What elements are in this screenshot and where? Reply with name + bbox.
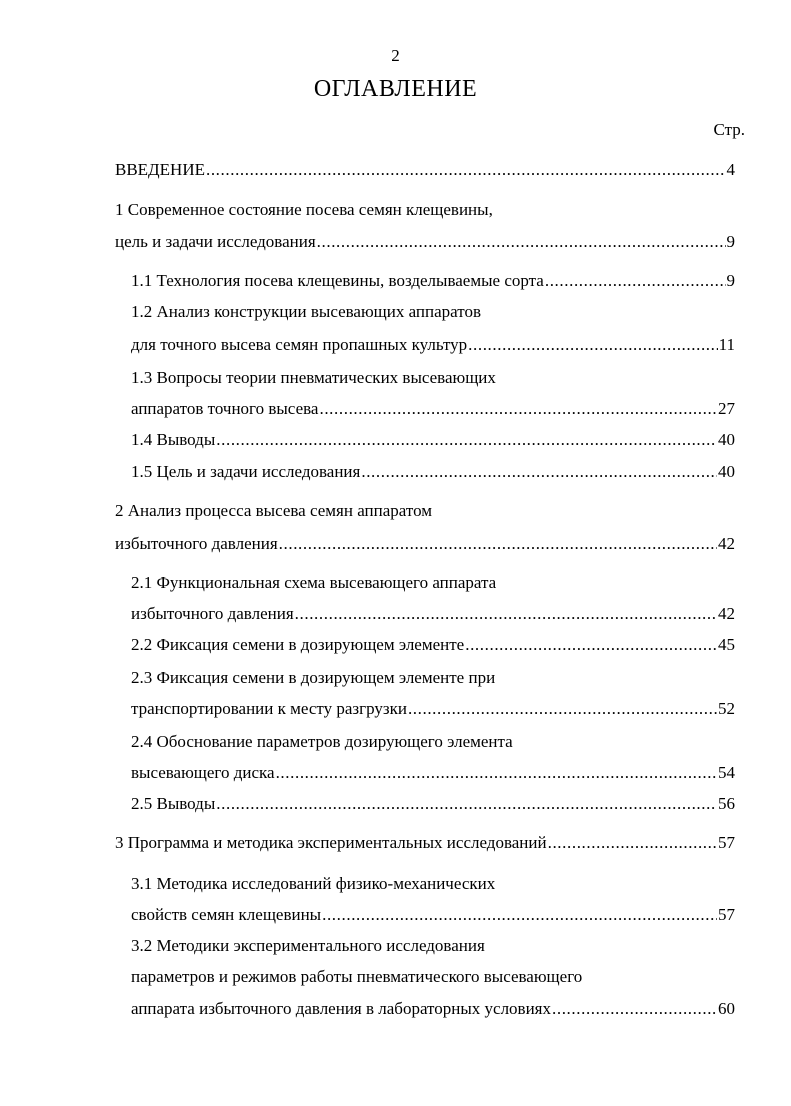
dot-leader	[206, 159, 726, 181]
dot-leader	[545, 270, 726, 292]
toc-entry-line	[131, 270, 735, 292]
toc-entry-page: 9	[726, 271, 735, 290]
dot-leader	[548, 832, 717, 854]
toc-entry-text: избыточного давления	[115, 534, 278, 553]
toc-entry-line	[131, 904, 735, 926]
toc-entry-page: 54	[718, 763, 735, 782]
toc-entry-page: 9	[726, 232, 735, 251]
toc-entry-line	[131, 698, 735, 720]
dot-leader	[295, 603, 717, 625]
toc-entry-line	[131, 793, 735, 815]
page-title: ОГЛАВЛЕНИЕ	[313, 76, 478, 102]
toc-entry-text: цель и задачи исследования	[115, 232, 316, 251]
toc-entry-text: 3.1 Методика исследований физико-механических	[131, 874, 496, 893]
dot-leader	[216, 429, 717, 451]
toc-entry-line	[131, 367, 496, 389]
toc-entry-page: 57	[718, 905, 735, 924]
toc-entry-line	[115, 533, 735, 555]
dot-leader	[322, 904, 717, 926]
dot-leader	[552, 998, 717, 1020]
toc-entry-page: 42	[718, 604, 735, 623]
toc-entry-text: 1.1 Технология посева клещевины, возделываемые сорта	[131, 271, 544, 290]
toc-entry-text: 1 Современное состояние посева семян клещевины,	[115, 200, 493, 219]
toc-entry-line	[131, 301, 481, 323]
toc-entry-text: аппарата избыточного давления в лабораторных условиях	[131, 999, 551, 1018]
page-column-label: Стр.	[713, 120, 745, 139]
dot-leader	[361, 461, 717, 483]
toc-entry-line	[115, 159, 735, 181]
toc-entry-page: 42	[718, 534, 735, 553]
toc-entry-page: 4	[726, 160, 735, 179]
toc-entry-text: для точного высева семян пропашных культур	[131, 335, 468, 354]
toc-entry-text: 1.4 Выводы	[131, 430, 216, 449]
toc-entry-text: 3.2 Методики экспериментального исследования	[131, 936, 485, 955]
toc-entry-line	[131, 398, 735, 420]
toc-entry-text: 2.4 Обоснование параметров дозирующего элемента	[131, 732, 513, 751]
toc-entry-line	[131, 935, 485, 957]
dot-leader	[468, 334, 717, 356]
toc-entry-text: 2 Анализ процесса высева семян аппаратом	[115, 501, 432, 520]
toc-entry-page: 11	[718, 335, 735, 354]
toc-entry-text: избыточного давления	[131, 604, 294, 623]
dot-leader	[317, 231, 726, 253]
toc-entry-line	[131, 603, 735, 625]
toc-entry-text: 2.1 Функциональная схема высевающего аппарата	[131, 573, 497, 592]
toc-entry-text: 2.3 Фиксация семени в дозирующем элементе при	[131, 668, 496, 687]
toc-entry-text: 1.3 Вопросы теории пневматических высевающих	[131, 368, 496, 387]
toc-entry-line	[115, 199, 493, 221]
toc-entry-line	[131, 667, 495, 689]
toc-entry-page: 56	[718, 794, 735, 813]
toc-entry-line	[115, 231, 735, 253]
toc-entry-page: 60	[718, 999, 735, 1018]
dot-leader	[408, 698, 717, 720]
toc-entry-page: 52	[718, 699, 735, 718]
dot-leader	[279, 533, 717, 555]
toc-entry-text: аппаратов точного высева	[131, 399, 319, 418]
toc-entry-text: 1.5 Цель и задачи исследования	[131, 462, 361, 481]
toc-entry-line	[131, 461, 735, 483]
toc-entry-line	[131, 731, 513, 753]
dot-leader	[216, 793, 717, 815]
dot-leader	[465, 634, 717, 656]
toc-entry-line	[131, 572, 496, 594]
toc-entry-text: свойств семян клещевины	[131, 905, 322, 924]
toc-entry-line	[131, 634, 735, 656]
toc-entry-line	[115, 832, 735, 854]
toc-entry-line	[131, 998, 735, 1020]
toc-entry-text: 2.5 Выводы	[131, 794, 216, 813]
toc-entry-page: 45	[718, 635, 735, 654]
toc-entry-text: параметров и режимов работы пневматического высевающего	[131, 967, 583, 986]
dot-leader	[319, 398, 717, 420]
toc-entry-text: высевающего диска	[131, 763, 275, 782]
toc-entry-page: 27	[718, 399, 735, 418]
toc-entry-line	[131, 966, 582, 988]
toc-entry-line	[131, 334, 735, 356]
toc-entry-text: транспортировании к месту разгрузки	[131, 699, 407, 718]
toc-entry-page: 57	[718, 833, 735, 852]
toc-entry-line	[131, 429, 735, 451]
toc-entry-text: ВВЕДЕНИЕ	[115, 160, 205, 179]
page-number: 2	[391, 46, 400, 65]
toc-entry-text: 1.2 Анализ конструкции высевающих аппаратов	[131, 302, 482, 321]
toc-entry-page: 40	[718, 430, 735, 449]
toc-entry-line	[115, 500, 432, 522]
toc-entry-text: 2.2 Фиксация семени в дозирующем элементе	[131, 635, 465, 654]
dot-leader	[276, 762, 717, 784]
toc-entry-text: 3 Программа и методика экспериментальных исследований	[115, 833, 547, 852]
toc-entry-page: 40	[718, 462, 735, 481]
toc-entry-line	[131, 873, 495, 895]
toc-entry-line	[131, 762, 735, 784]
